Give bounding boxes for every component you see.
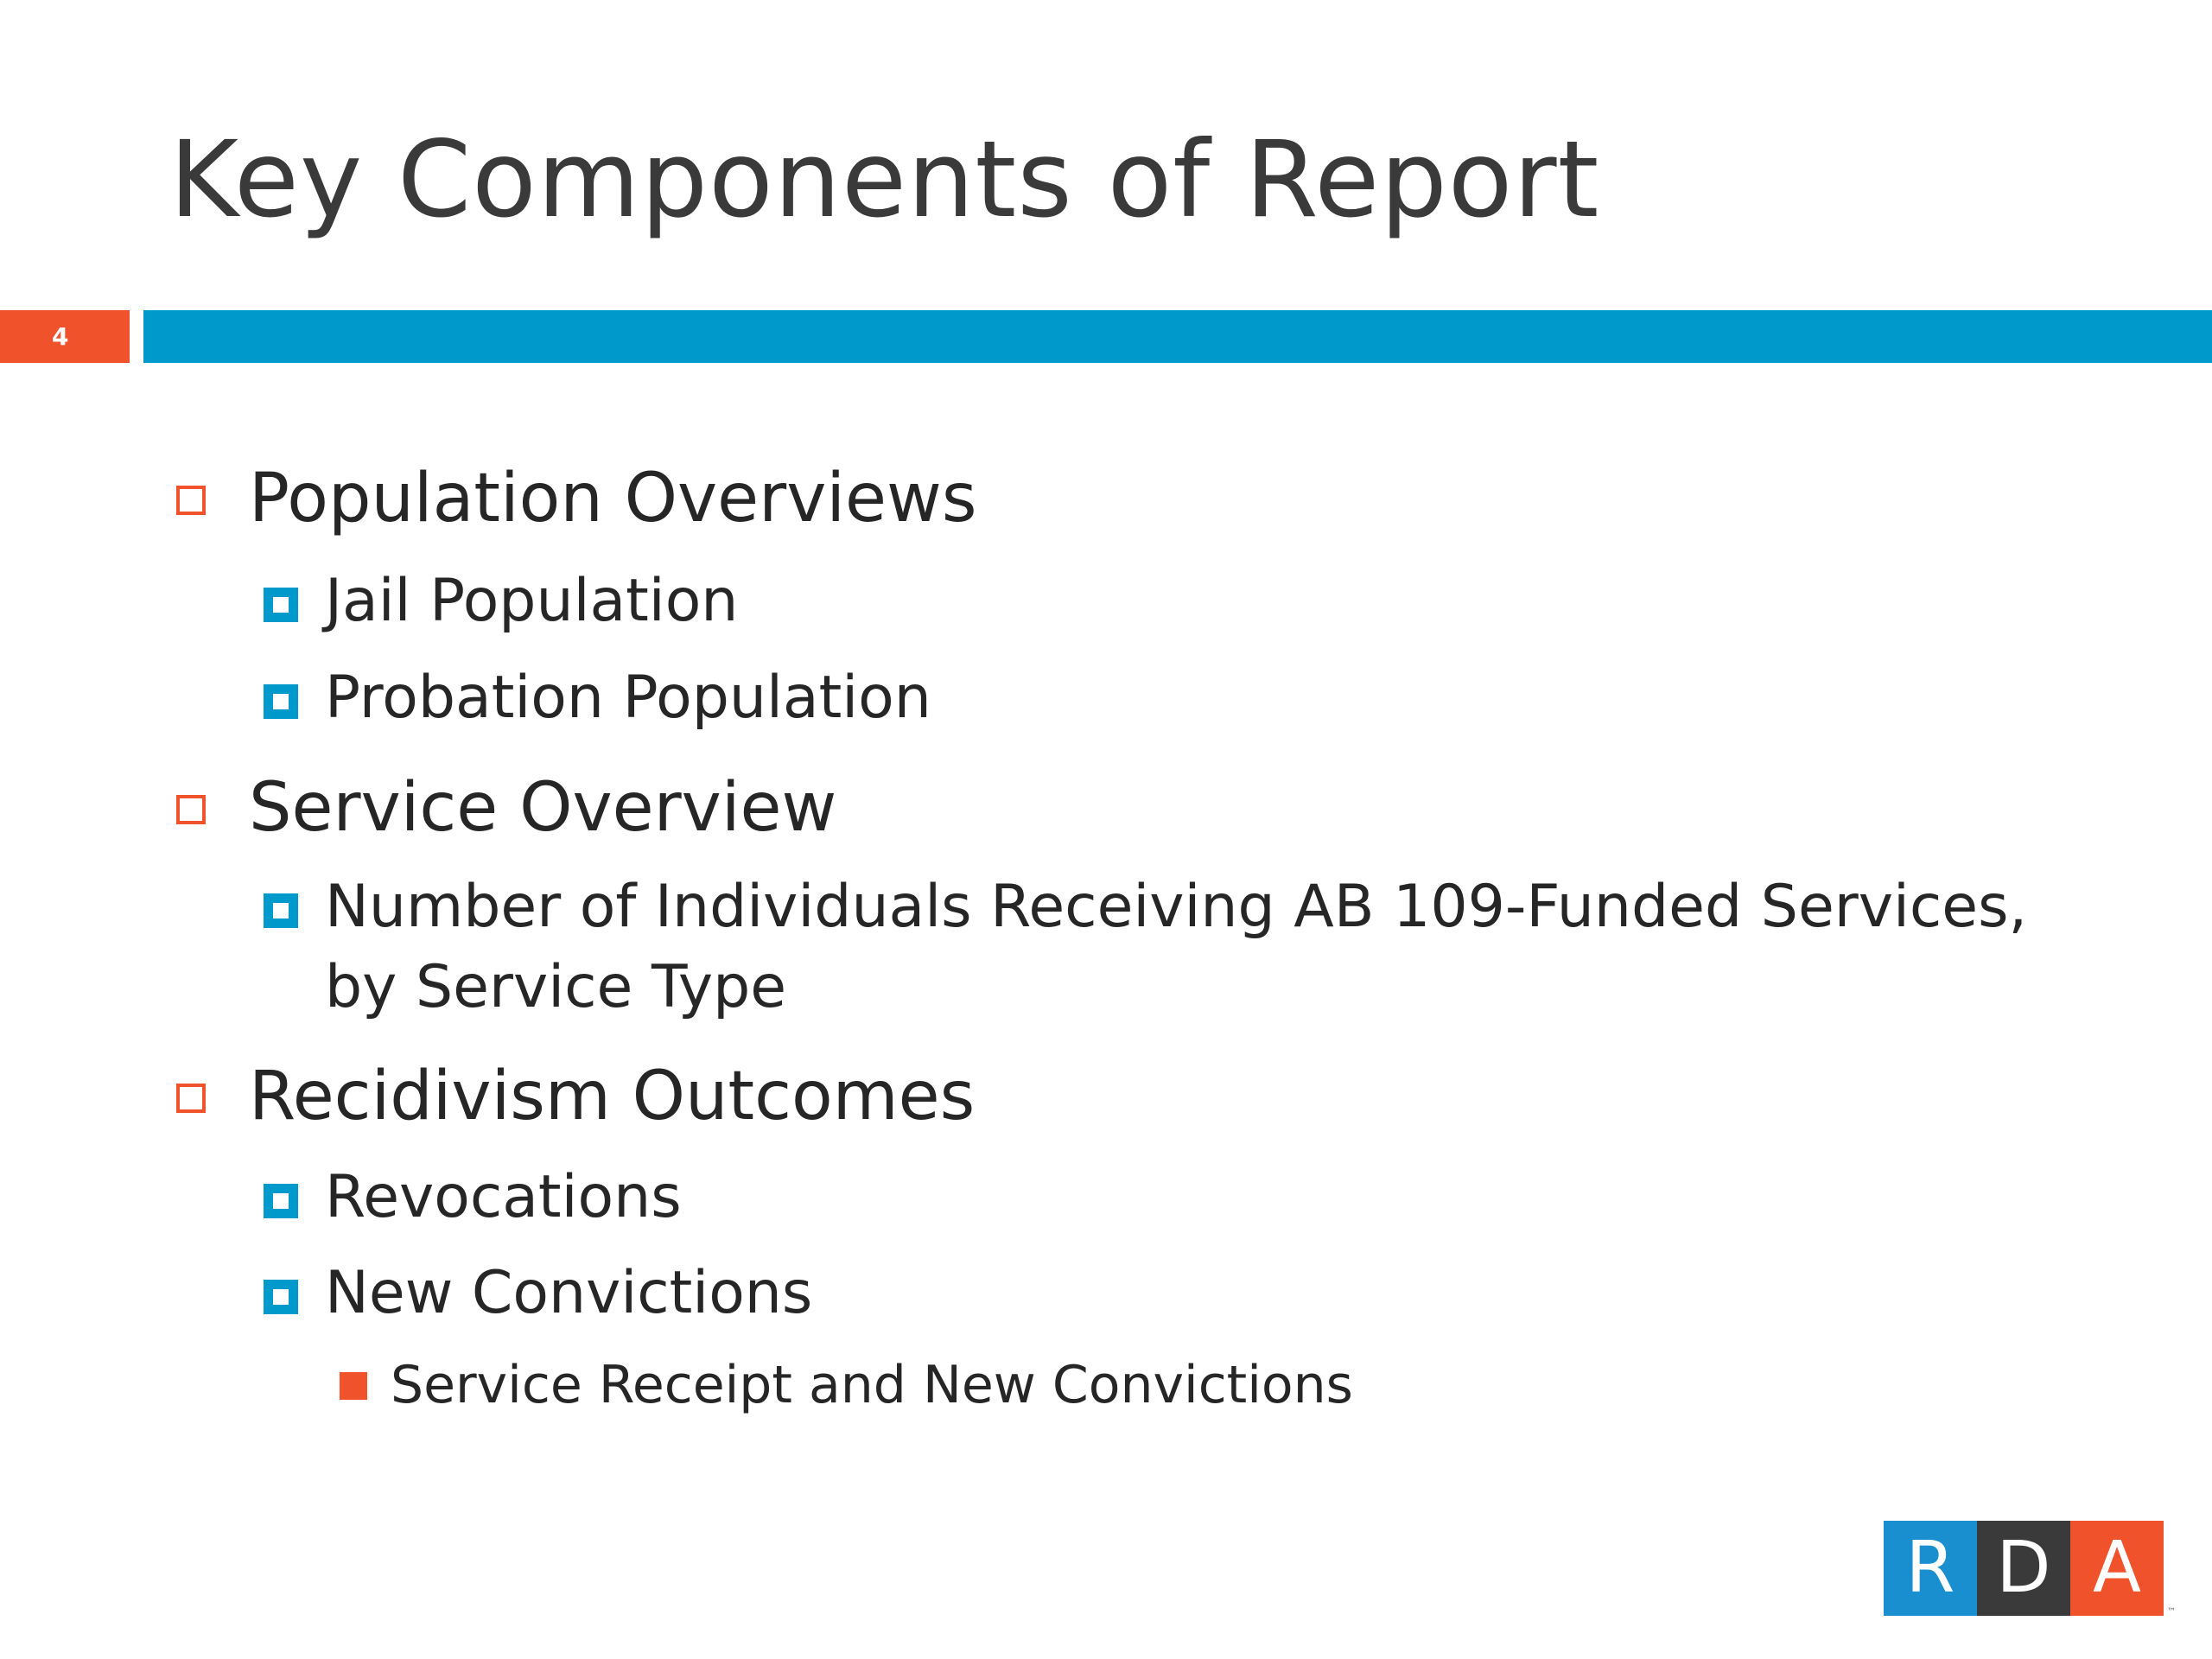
hollow-square-bullet-icon (176, 795, 206, 824)
bullet-item-service-receipt: Service Receipt and New Convictions (391, 1355, 1353, 1415)
bullet-item-new-convictions: New Convictions (325, 1259, 813, 1327)
hollow-square-bullet-icon (176, 486, 206, 515)
bullet-item-revocations: Revocations (325, 1163, 682, 1231)
logo-letter-d: D (1977, 1521, 2070, 1616)
trademark-symbol: ™ (2167, 1607, 2176, 1617)
slide-title: Key Components of Report (169, 118, 1600, 241)
bullet-item-population-overviews: Population Overviews (249, 460, 977, 537)
filled-square-bullet-icon (340, 1372, 367, 1400)
bullet-item-service-overview: Service Overview (249, 769, 837, 847)
square-bullet-icon (264, 1184, 298, 1218)
logo-letter-r: R (1884, 1521, 1977, 1616)
square-bullet-icon (264, 588, 298, 622)
bullet-item-number-of-individuals-continuation: by Service Type (325, 953, 787, 1021)
rda-logo (1884, 1521, 2165, 1616)
bullet-item-probation-population: Probation Population (325, 664, 931, 732)
bullet-item-number-of-individuals: Number of Individuals Receiving AB 109-Funded Services, (325, 873, 2028, 941)
bullet-item-recidivism-outcomes: Recidivism Outcomes (249, 1058, 976, 1135)
square-bullet-icon (264, 684, 298, 719)
slide-number: 4 (0, 310, 130, 363)
square-bullet-icon (264, 1280, 298, 1314)
logo-letter-a: A (2070, 1521, 2164, 1616)
hollow-square-bullet-icon (176, 1084, 206, 1113)
square-bullet-icon (264, 893, 298, 928)
bullet-item-jail-population: Jail Population (325, 567, 739, 635)
